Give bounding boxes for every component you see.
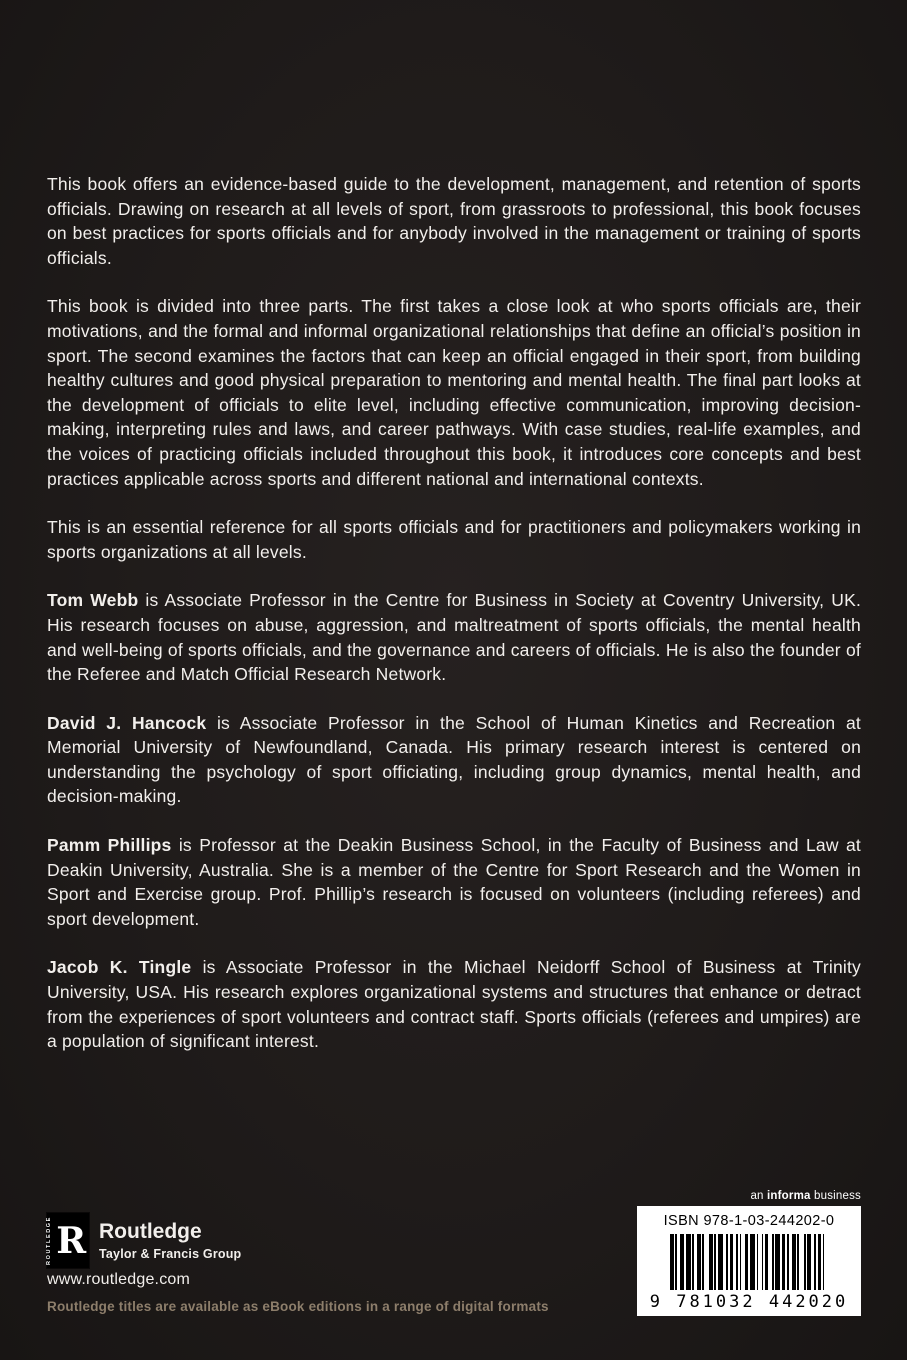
informa-suffix: business xyxy=(810,1190,861,1202)
routledge-logo-vertical-text: ROUTLEDGE xyxy=(46,1216,52,1265)
barcode-bars xyxy=(649,1234,849,1290)
author-name: Pamm Phillips xyxy=(47,835,172,856)
publisher-website: www.routledge.com xyxy=(47,1271,191,1288)
ebook-availability-note: Routledge titles are available as eBook editions in a range of digital formats xyxy=(47,1299,549,1314)
author-name: David J. Hancock xyxy=(47,712,207,733)
informa-business-line xyxy=(750,1190,861,1202)
author-bio-david-hancock xyxy=(47,711,861,809)
blurb-paragraph-2: This book is divided into three parts. The first takes a close look at who sports officials are, their motivations, and the formal and informal organizational relationships that define an official’s position in sport. The second examines the factors that can keep an official engaged in their sport, from building healthy cultures and good physical preparation to mentoring and mental health. The final part looks at the development of officials to elite level, including effective communication, improving decision-making, interpreting rules and laws, and career pathways. With case studies, real-life examples, and the voices of practicing officials included throughout this book, it introduces core concepts and best practices applicable across sports and different national and international contexts. xyxy=(47,296,861,489)
author-bio-text: is Associate Professor in the Centre for Business in Society at Coventry University, UK. His research focuses on abuse, aggression, and maltreatment of sports officials, the mental health and well-being of sports officials, and the governance and careers of officials. He is also the founder of the Referee and Match Official Research Network. xyxy=(47,590,862,685)
isbn-block xyxy=(637,1206,861,1316)
author-bio-text: is Professor at the Deakin Business School, in the Faculty of Business and Law at Deakin University, Australia. She is a member of the Centre for Sport Research and the Women in Sport and Exercise group. Prof. Phillip’s research is focused on volunteers (including referees) and sport development. xyxy=(47,835,861,929)
publisher-logo-block xyxy=(47,1213,241,1268)
author-bio-jacob-tingle xyxy=(47,955,861,1053)
author-name: Jacob K. Tingle xyxy=(47,957,192,978)
informa-brand: informa xyxy=(767,1190,811,1202)
routledge-logo-letter: R xyxy=(56,1219,87,1262)
author-name: Tom Webb xyxy=(47,590,139,611)
publisher-group: Taylor & Francis Group xyxy=(99,1247,242,1262)
informa-prefix: an xyxy=(750,1190,768,1202)
publisher-name: Routledge xyxy=(99,1220,202,1243)
author-bio-text: is Associate Professor in the School of Human Kinetics and Recreation at Memorial University of Newfoundland, Canada. His primary research interest is centered on understanding the psychology of sport officiating, including group dynamics, mental health, and decision-making. xyxy=(47,712,861,807)
blurb-paragraph-3: This is an essential reference for all sports officials and for practitioners and policymakers working in sports organizations at all levels. xyxy=(47,517,861,562)
back-cover-text xyxy=(47,172,861,1078)
author-bio-tom-webb xyxy=(47,588,861,686)
routledge-logo-icon xyxy=(47,1213,89,1268)
author-bio-pamm-phillips xyxy=(47,833,861,931)
blurb-paragraph-1: This book offers an evidence-based guide to the development, management, and retention of sports officials. Drawing on research at all levels of sport, from grassroots to professional, this book focuses on best practices for sports officials and for anybody involved in the management or training of sports officials. xyxy=(47,174,861,268)
publisher-names xyxy=(99,1213,241,1261)
isbn-digits: 9 781032 442020 xyxy=(649,1292,849,1312)
isbn-label: ISBN 978-1-03-244202-0 xyxy=(663,1213,835,1229)
author-bio-text: is Associate Professor in the Michael Neidorff School of Business at Trinity University, USA. His research explores organizational systems and structures that enhance or detract from the experiences of sport volunteers and contract staff. Sports officials (referees and umpires) are a population of significant interest. xyxy=(47,957,862,1052)
